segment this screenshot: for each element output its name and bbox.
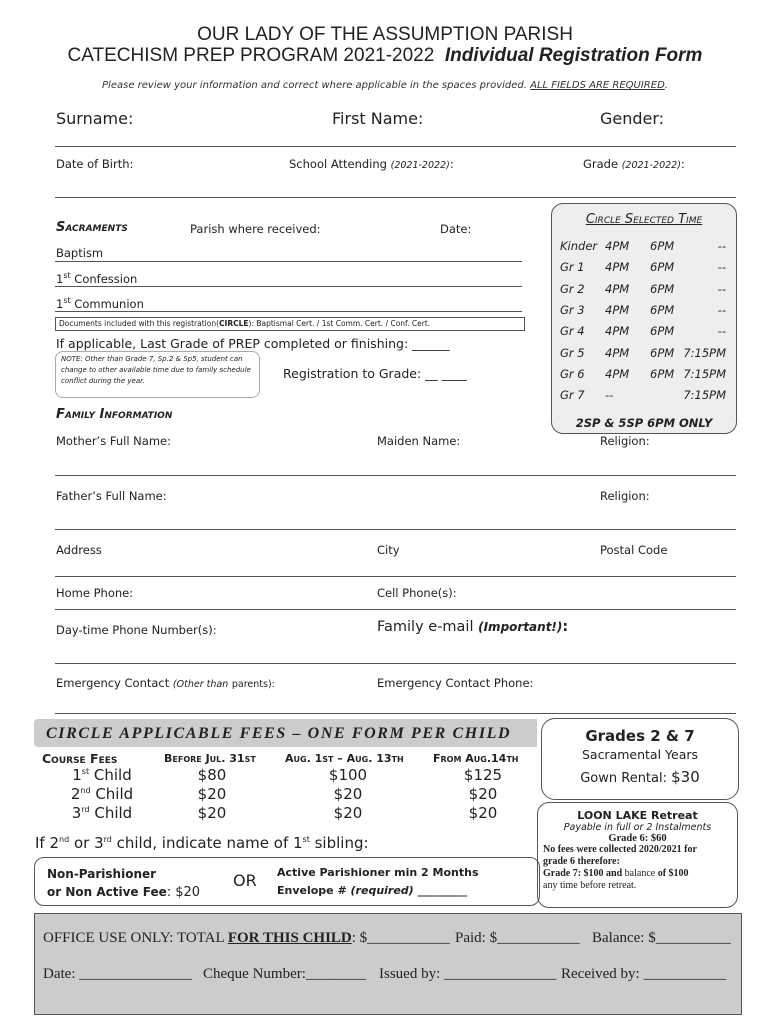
- divider: [55, 286, 522, 287]
- time-slot[interactable]: 4PM: [605, 324, 630, 339]
- divider: [55, 576, 736, 577]
- divider: [55, 663, 736, 664]
- time-selection-box: [551, 203, 737, 434]
- time-slot[interactable]: 6PM: [650, 302, 675, 317]
- office-cheque[interactable]: Cheque Number:________: [203, 966, 366, 982]
- office-total[interactable]: OFFICE USE ONLY: TOTAL FOR THIS CHILD: $___________: [43, 930, 450, 946]
- maiden-name-label: Maiden Name:: [377, 434, 461, 448]
- divider: [55, 261, 522, 262]
- loon-lake-title: LOON LAKE Retreat: [577, 809, 698, 822]
- fee-child-label: 3rd Child: [71, 804, 133, 822]
- time-grade-label: Gr 1: [560, 260, 585, 275]
- time-slot[interactable]: 6PM: [650, 239, 675, 253]
- time-slot[interactable]: --: [717, 281, 726, 296]
- instructions: Please review your information and correct where applicable in the spaces provided. ALL FIELDS ARE REQUIRED.: [102, 80, 668, 91]
- time-slot[interactable]: 4PM: [605, 281, 630, 296]
- fee-from-value[interactable]: $20: [468, 804, 498, 822]
- sacramental-years: Sacramental Years: [581, 747, 699, 762]
- fee-aug-value[interactable]: $20: [333, 804, 363, 822]
- religion-label: Religion:: [600, 489, 650, 503]
- fee-aug-value[interactable]: $100: [328, 766, 368, 784]
- divider: [55, 475, 736, 476]
- form-title-program: CATECHISM PREP PROGRAM 2021-2022 Individual Registration Form: [67, 45, 703, 66]
- time-slot[interactable]: 4PM: [605, 345, 630, 360]
- time-grade-label: Gr 6: [560, 366, 585, 381]
- non-active-fee[interactable]: or Non Active Fee: $20: [47, 885, 201, 900]
- address-label: Address: [56, 543, 102, 557]
- fee-header-aug: Aug. 1st – Aug. 13th: [285, 752, 404, 765]
- divider: [55, 146, 736, 147]
- time-grade-label: Gr 7: [560, 388, 585, 403]
- fees-banner: CIRCLE APPLICABLE FEES – ONE FORM PER CHILD: [34, 719, 537, 747]
- documents-included: Documents included with this registration(CIRCLE): Baptismal Cert. / 1st Comm. Cert. / Conf. Cert.: [55, 317, 525, 331]
- parish-received-label: Parish where received:: [190, 222, 321, 236]
- last-grade-field[interactable]: If applicable, Last Grade of PREP completed or finishing: ______: [56, 336, 450, 351]
- time-slot[interactable]: 7:15PM: [683, 366, 726, 381]
- fee-aug-value[interactable]: $20: [333, 785, 363, 803]
- time-slot[interactable]: 7:15PM: [683, 345, 726, 360]
- schedule-note: NOTE: Other than Grade 7, Sp.2 & Sp5, student can change to other available time due to family schedule conflict during the year.: [55, 351, 260, 398]
- religion-label: Religion:: [600, 434, 650, 448]
- office-balance[interactable]: Balance: $__________: [592, 930, 731, 946]
- time-grade-label: Gr 2: [560, 281, 585, 296]
- fee-header-from: From Aug.14th: [433, 752, 519, 765]
- father-name-label: Father’s Full Name:: [56, 489, 167, 503]
- school-label: School Attending (2021-2022):: [289, 157, 454, 171]
- or-label: OR: [233, 871, 257, 890]
- time-slot[interactable]: --: [717, 302, 726, 317]
- fee-from-value[interactable]: $125: [463, 766, 503, 784]
- communion-label: 1st Communion: [56, 296, 144, 311]
- time-slot[interactable]: --: [605, 388, 614, 403]
- fee-header-course: Course Fees: [42, 751, 118, 766]
- fee-from-value[interactable]: $20: [468, 785, 498, 803]
- home-phone-label: Home Phone:: [56, 586, 134, 600]
- time-slot[interactable]: 6PM: [650, 324, 675, 339]
- divider: [55, 529, 736, 530]
- divider: [55, 609, 736, 610]
- fee-before-value[interactable]: $20: [197, 804, 227, 822]
- fee-header-before: Before Jul. 31st: [164, 752, 256, 765]
- loon-lake-payable: Payable in full or 2 Instalments: [563, 822, 712, 833]
- divider: [55, 713, 736, 714]
- time-box-footer: 2SP & 5SP 6PM ONLY: [575, 416, 713, 430]
- envelope-number-field[interactable]: Envelope # (required) _________: [277, 884, 468, 897]
- dob-label: Date of Birth:: [56, 157, 134, 171]
- divider: [55, 311, 522, 312]
- emergency-contact-label: Emergency Contact (Other than parents):: [56, 676, 275, 690]
- form-title-parish: OUR LADY OF THE ASSUMPTION PARISH: [197, 24, 573, 45]
- daytime-phone-label: Day-time Phone Number(s):: [56, 623, 217, 637]
- time-slot[interactable]: --: [717, 239, 726, 253]
- city-label: City: [377, 543, 400, 557]
- gender-label: Gender:: [600, 109, 665, 128]
- time-grade-label: Kinder: [560, 239, 598, 253]
- time-slot[interactable]: 6PM: [650, 366, 675, 381]
- time-slot[interactable]: 6PM: [650, 260, 675, 275]
- fee-before-value[interactable]: $80: [197, 766, 227, 784]
- loon-grade6-fee: Grade 6: $60: [608, 833, 667, 844]
- time-slot[interactable]: 4PM: [605, 260, 630, 275]
- email-label: Family e-mail (Important!):: [377, 619, 569, 635]
- active-parishioner-label[interactable]: Active Parishioner min 2 Months: [277, 866, 479, 879]
- office-use-box: [34, 913, 742, 1015]
- loon-lake-box: [537, 802, 738, 908]
- divider: [55, 197, 736, 198]
- time-grade-label: Gr 4: [560, 324, 585, 339]
- time-slot[interactable]: 4PM: [605, 366, 630, 381]
- fee-before-value[interactable]: $20: [197, 785, 227, 803]
- time-slot[interactable]: 4PM: [605, 302, 630, 317]
- fee-child-label: 2nd Child: [70, 785, 134, 803]
- time-box-heading: Circle Selected Time: [585, 212, 703, 227]
- sacrament-date-label: Date:: [440, 222, 472, 236]
- gown-rental: Gown Rental: $30: [580, 768, 700, 786]
- non-parishioner-label[interactable]: Non-Parishioner: [47, 867, 157, 881]
- time-slot[interactable]: --: [717, 260, 726, 275]
- sacraments-heading: Sacraments: [56, 220, 128, 235]
- cell-phone-label: Cell Phone(s):: [377, 586, 457, 600]
- office-paid[interactable]: Paid: $___________: [455, 930, 580, 946]
- baptism-label: Baptism: [56, 246, 104, 260]
- time-slot[interactable]: 6PM: [650, 281, 675, 296]
- loon-note: No fees were collected 2020/2021 for grade 6 therefore: Grade 7: $100 and balance of $100 any time before retreat.: [543, 844, 697, 891]
- time-slot[interactable]: 6PM: [650, 345, 675, 360]
- time-slot[interactable]: --: [717, 324, 726, 339]
- grade-label: Grade (2021-2022):: [583, 157, 685, 171]
- mother-name-label: Mother’s Full Name:: [56, 434, 171, 448]
- sibling-field[interactable]: If 2nd or 3rd child, indicate name of 1st sibling:: [35, 834, 369, 852]
- time-grade-label: Gr 5: [560, 345, 585, 360]
- surname-label: Surname:: [56, 109, 134, 128]
- registration-grade-field[interactable]: Registration to Grade: __ ____: [283, 366, 467, 381]
- office-issued-by[interactable]: Issued by: _______________: [379, 966, 557, 982]
- postal-code-label: Postal Code: [600, 543, 668, 557]
- emergency-phone-label: Emergency Contact Phone:: [377, 676, 534, 690]
- parishioner-box: [34, 857, 540, 906]
- fee-child-label: 1st Child: [72, 766, 132, 784]
- time-grade-label: Gr 3: [560, 302, 585, 317]
- first-name-label: First Name:: [332, 109, 424, 128]
- grades-2-7-box: [541, 718, 739, 800]
- time-slot[interactable]: 7:15PM: [683, 388, 726, 403]
- grades-2-7-title: Grades 2 & 7: [585, 727, 695, 745]
- time-slot[interactable]: 4PM: [605, 239, 630, 253]
- office-date[interactable]: Date: _______________: [43, 966, 192, 982]
- family-heading: Family Information: [56, 407, 173, 422]
- office-received-by[interactable]: Received by: ___________: [561, 966, 726, 982]
- confession-label: 1st Confession: [56, 271, 138, 286]
